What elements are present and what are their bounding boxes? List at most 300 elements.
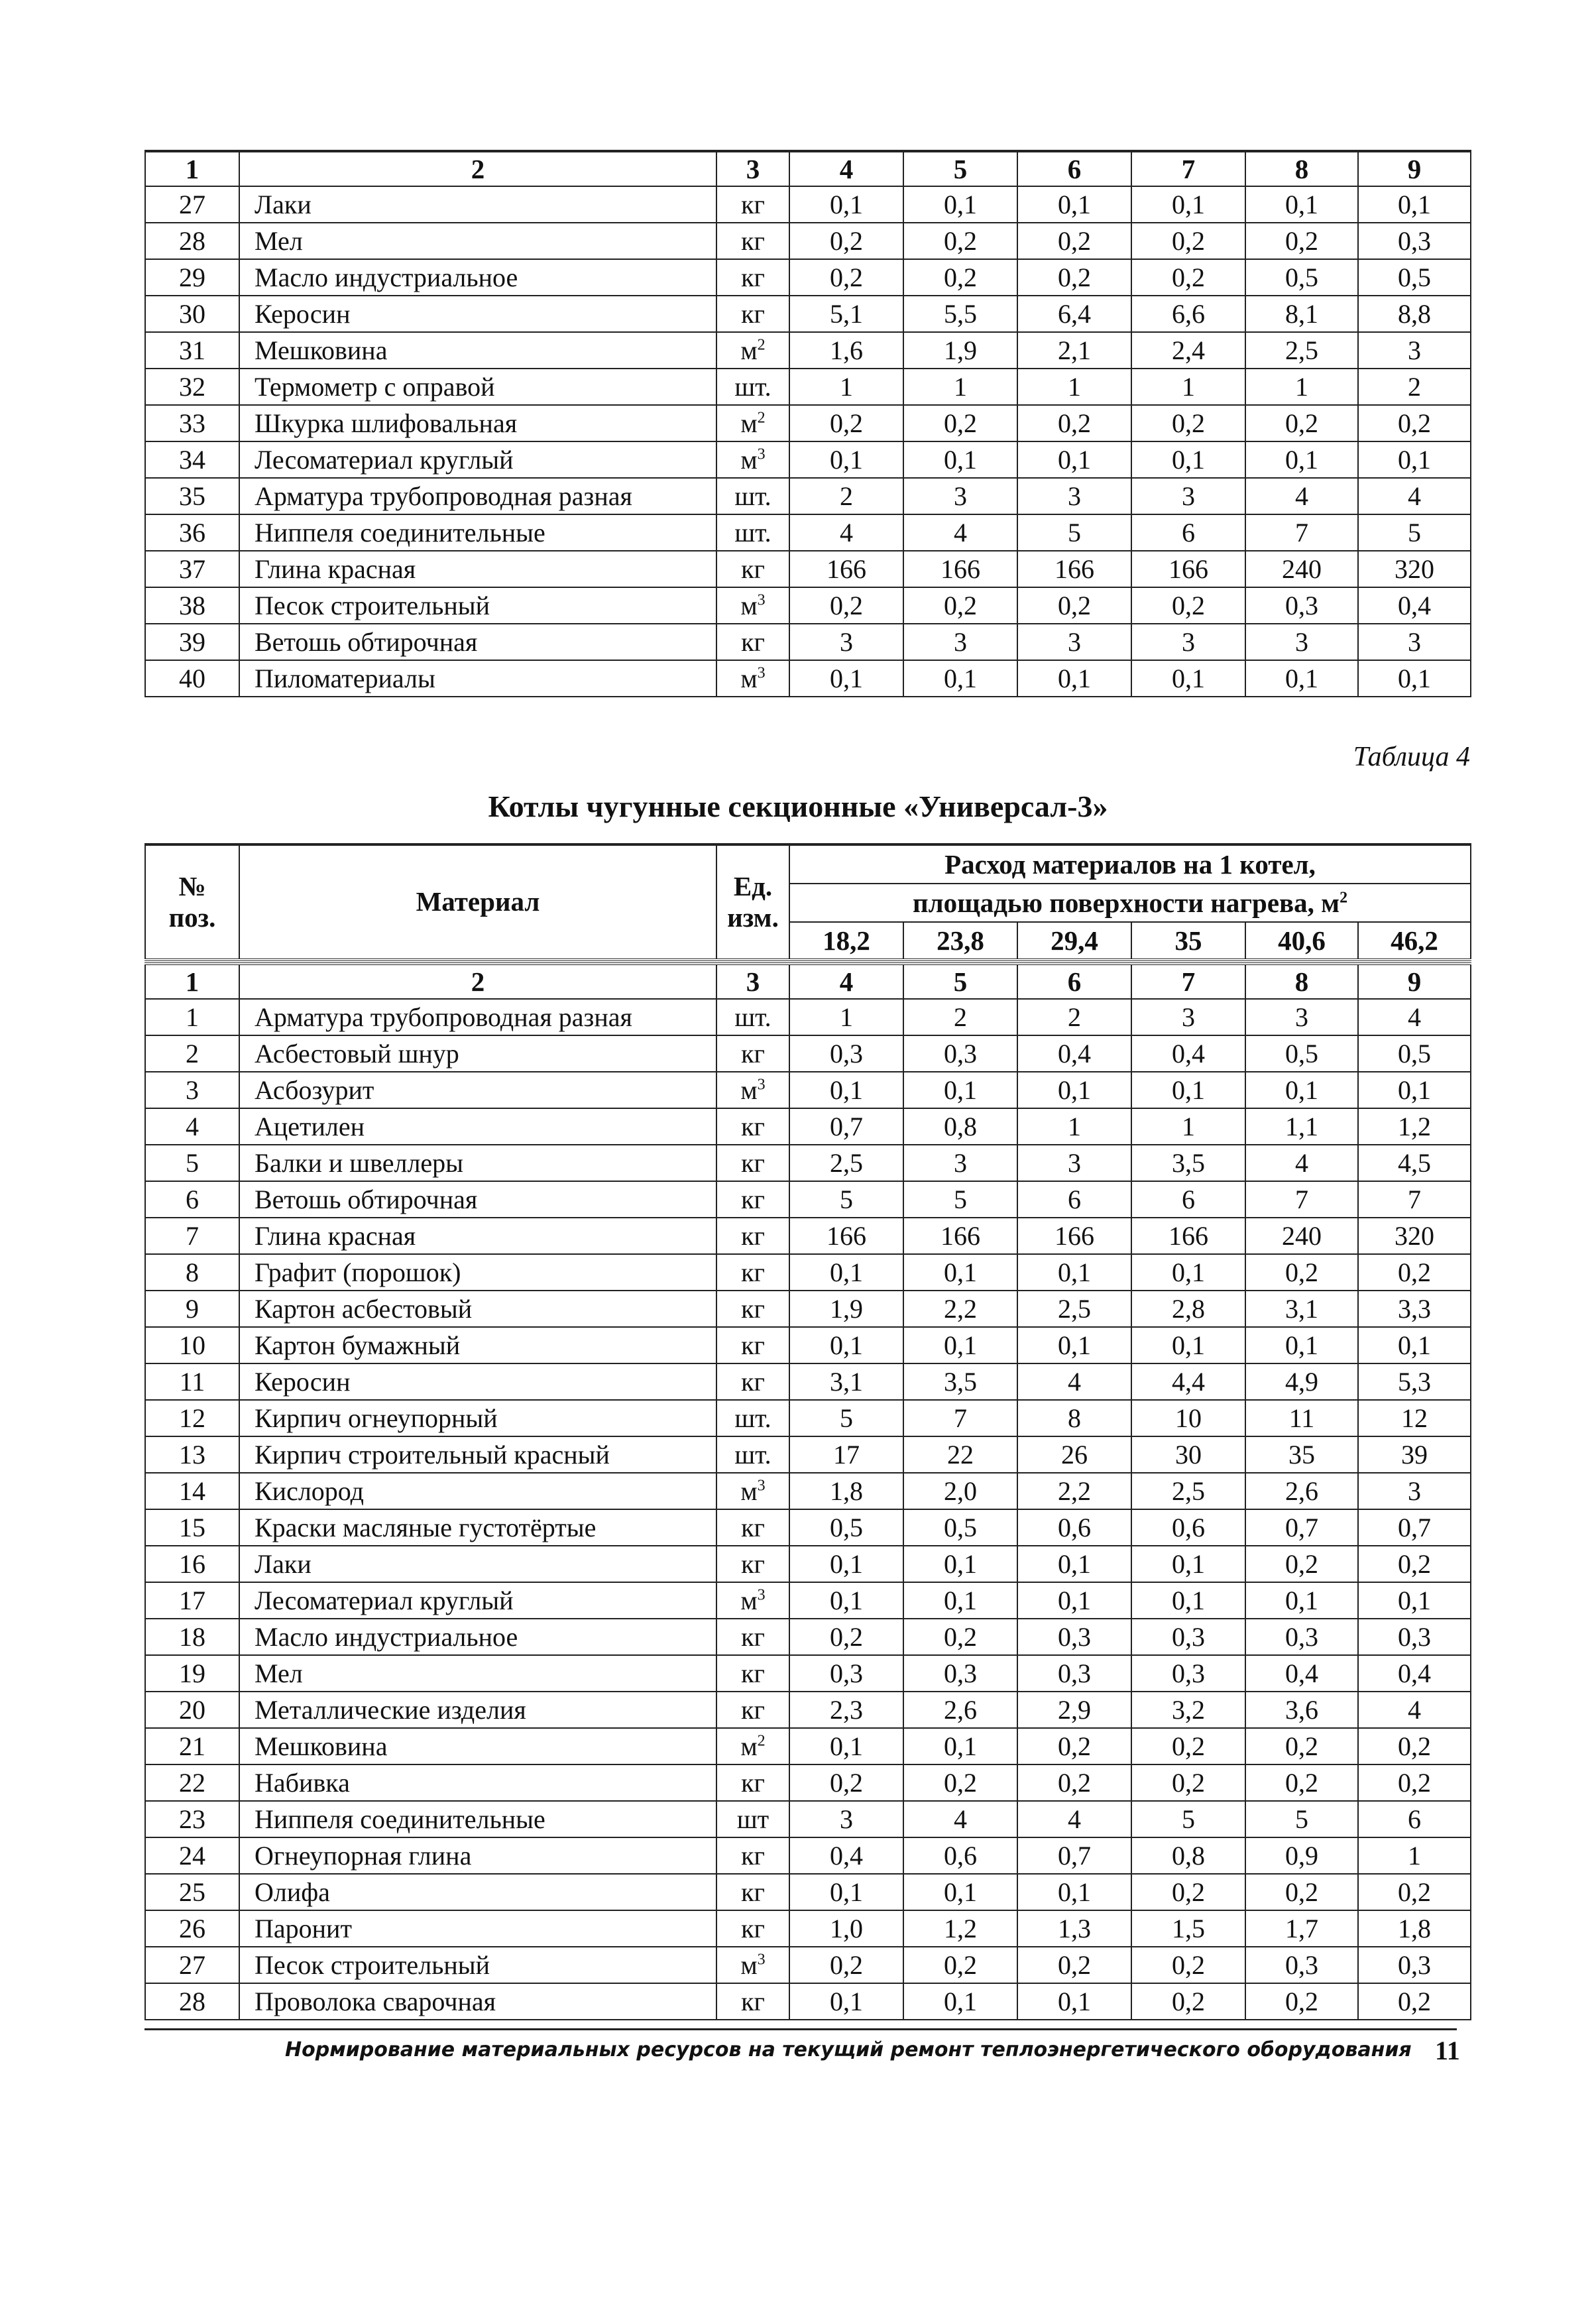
row-position: 38 xyxy=(145,587,239,624)
table-row xyxy=(145,259,1471,296)
consumption-value: 0,3 xyxy=(903,1655,1017,1692)
consumption-value: 0,1 xyxy=(1017,1582,1131,1619)
consumption-value: 0,1 xyxy=(903,1728,1017,1764)
material-name: Ниппеля соединительные xyxy=(239,1801,716,1837)
column-number: 2 xyxy=(239,964,716,999)
consumption-value: 0,4 xyxy=(1131,1035,1245,1072)
table2-body xyxy=(145,964,1471,2020)
consumption-value: 0,7 xyxy=(1245,1509,1358,1546)
material-name: Олифа xyxy=(239,1874,716,1910)
material-name: Металлические изделия xyxy=(239,1692,716,1728)
consumption-value: 0,1 xyxy=(1358,660,1471,697)
unit-exponent: 3 xyxy=(757,1477,766,1495)
consumption-value: 2,9 xyxy=(1017,1692,1131,1728)
consumption-value: 0,2 xyxy=(1017,223,1131,259)
consumption-value: 3 xyxy=(1131,999,1245,1035)
row-position: 19 xyxy=(145,1655,239,1692)
consumption-value: 320 xyxy=(1358,551,1471,587)
consumption-value: 0,1 xyxy=(789,1728,903,1764)
row-position: 40 xyxy=(145,660,239,697)
consumption-value: 0,1 xyxy=(1017,1327,1131,1363)
unit: кг xyxy=(716,1145,789,1181)
material-name: Ацетилен xyxy=(239,1108,716,1145)
row-position: 39 xyxy=(145,624,239,660)
consumption-value: 0,6 xyxy=(903,1837,1017,1874)
material-name: Пиломатериалы xyxy=(239,660,716,697)
column-number-row xyxy=(145,151,1471,186)
unit: кг xyxy=(716,186,789,223)
table-row xyxy=(145,1072,1471,1108)
consumption-value: 0,2 xyxy=(1131,1874,1245,1910)
consumption-value: 0,1 xyxy=(903,1254,1017,1291)
material-name: Картон бумажный xyxy=(239,1327,716,1363)
consumption-value: 0,5 xyxy=(1358,259,1471,296)
area-value: 35 xyxy=(1131,922,1245,960)
consumption-value: 3,1 xyxy=(789,1363,903,1400)
consumption-value: 5 xyxy=(1358,514,1471,551)
consumption-value: 4 xyxy=(1245,478,1358,514)
consumption-value: 166 xyxy=(789,1218,903,1254)
column-number: 4 xyxy=(789,964,903,999)
unit: $м^3$ xyxy=(716,1072,789,1108)
consumption-value: 5 xyxy=(1245,1801,1358,1837)
unit: $м^2$ xyxy=(716,405,789,441)
consumption-value: 5 xyxy=(903,1181,1017,1218)
table-row xyxy=(145,223,1471,259)
consumption-value: 7 xyxy=(1245,514,1358,551)
consumption-value: 26 xyxy=(1017,1436,1131,1473)
row-position: 17 xyxy=(145,1582,239,1619)
header-consumption-line1: Расход материалов на 1 котел, xyxy=(789,844,1471,884)
consumption-value: 0,2 xyxy=(903,1947,1017,1983)
unit: кг xyxy=(716,223,789,259)
unit: $м^2$ xyxy=(716,332,789,369)
unit: кг xyxy=(716,1218,789,1254)
consumption-value: 3 xyxy=(1017,1145,1131,1181)
unit-exponent: 3 xyxy=(757,591,766,609)
consumption-value: 0,1 xyxy=(1017,660,1131,697)
row-position: 22 xyxy=(145,1764,239,1801)
column-number: 8 xyxy=(1245,964,1358,999)
table-row xyxy=(145,1145,1471,1181)
consumption-value: 0,3 xyxy=(1017,1619,1131,1655)
unit: $м^2$ xyxy=(716,1728,789,1764)
consumption-value: 2,6 xyxy=(903,1692,1017,1728)
consumption-value: 8,1 xyxy=(1245,296,1358,332)
consumption-value: 3 xyxy=(1358,332,1471,369)
row-position: 20 xyxy=(145,1692,239,1728)
boiler-table-header xyxy=(144,843,1471,961)
consumption-value: 7 xyxy=(1245,1181,1358,1218)
consumption-value: 2,2 xyxy=(1017,1473,1131,1509)
consumption-value: 0,2 xyxy=(1017,1947,1131,1983)
unit: кг xyxy=(716,1509,789,1546)
consumption-value: 0,1 xyxy=(903,1582,1017,1619)
consumption-value: 0,2 xyxy=(1245,405,1358,441)
consumption-value: 6 xyxy=(1017,1181,1131,1218)
consumption-value: 1 xyxy=(789,999,903,1035)
table-row xyxy=(145,587,1471,624)
consumption-value: 5,5 xyxy=(903,296,1017,332)
consumption-value: 0,7 xyxy=(1017,1837,1131,1874)
consumption-value: 3,5 xyxy=(1131,1145,1245,1181)
consumption-value: 0,2 xyxy=(789,1947,903,1983)
consumption-value: 0,2 xyxy=(1017,1728,1131,1764)
unit: кг xyxy=(716,1619,789,1655)
consumption-value: 0,2 xyxy=(1245,1764,1358,1801)
consumption-value: 0,1 xyxy=(789,1254,903,1291)
column-number: 5 xyxy=(903,151,1017,186)
unit: кг xyxy=(716,1291,789,1327)
consumption-value: 3 xyxy=(1131,478,1245,514)
table-row xyxy=(145,1363,1471,1400)
consumption-value: 0,4 xyxy=(1358,1655,1471,1692)
consumption-value: 320 xyxy=(1358,1218,1471,1254)
column-number: 7 xyxy=(1131,151,1245,186)
row-position: 3 xyxy=(145,1072,239,1108)
consumption-value: 0,2 xyxy=(1131,587,1245,624)
consumption-value: 166 xyxy=(1017,1218,1131,1254)
consumption-value: 1,2 xyxy=(1358,1108,1471,1145)
consumption-value: 1 xyxy=(1245,369,1358,405)
consumption-value: 0,2 xyxy=(789,259,903,296)
consumption-value: 1 xyxy=(1131,1108,1245,1145)
column-number: 9 xyxy=(1358,964,1471,999)
table-row xyxy=(145,1509,1471,1546)
consumption-value: 0,3 xyxy=(1245,1947,1358,1983)
consumption-value: 0,1 xyxy=(1358,1582,1471,1619)
consumption-value: 0,2 xyxy=(1245,1728,1358,1764)
table-row xyxy=(145,332,1471,369)
unit: $м^3$ xyxy=(716,1473,789,1509)
consumption-value: 2,5 xyxy=(1245,332,1358,369)
consumption-value: 35 xyxy=(1245,1436,1358,1473)
material-name: Графит (порошок) xyxy=(239,1254,716,1291)
consumption-value: 0,2 xyxy=(789,1764,903,1801)
table-row xyxy=(145,1546,1471,1582)
consumption-value: 0,2 xyxy=(1358,1764,1471,1801)
consumption-value: 0,6 xyxy=(1017,1509,1131,1546)
consumption-value: 0,1 xyxy=(789,1546,903,1582)
unit: кг xyxy=(716,259,789,296)
table-row xyxy=(145,1254,1471,1291)
material-name: Термометр с оправой xyxy=(239,369,716,405)
consumption-value: 1,6 xyxy=(789,332,903,369)
unit: кг xyxy=(716,1655,789,1692)
column-number: 2 xyxy=(239,151,716,186)
unit-exponent: 3 xyxy=(757,664,766,682)
consumption-value: 1 xyxy=(789,369,903,405)
row-position: 27 xyxy=(145,1947,239,1983)
row-position: 7 xyxy=(145,1218,239,1254)
consumption-value: 0,1 xyxy=(1017,441,1131,478)
consumption-value: 8,8 xyxy=(1358,296,1471,332)
unit: $м^3$ xyxy=(716,660,789,697)
row-position: 14 xyxy=(145,1473,239,1509)
consumption-value: 4 xyxy=(789,514,903,551)
consumption-value: 17 xyxy=(789,1436,903,1473)
unit: шт. xyxy=(716,999,789,1035)
table-row xyxy=(145,1619,1471,1655)
unit: кг xyxy=(716,551,789,587)
consumption-value: 166 xyxy=(1131,1218,1245,1254)
consumption-value: 0,5 xyxy=(1245,259,1358,296)
row-position: 4 xyxy=(145,1108,239,1145)
consumption-value: 7 xyxy=(1358,1181,1471,1218)
consumption-value: 0,1 xyxy=(1131,441,1245,478)
consumption-value: 240 xyxy=(1245,551,1358,587)
consumption-value: 0,1 xyxy=(903,1327,1017,1363)
consumption-value: 0,1 xyxy=(1131,1327,1245,1363)
consumption-value: 0,1 xyxy=(1245,1582,1358,1619)
material-name: Паронит xyxy=(239,1910,716,1947)
column-number: 4 xyxy=(789,151,903,186)
consumption-value: 1,3 xyxy=(1017,1910,1131,1947)
consumption-value: 0,2 xyxy=(1131,1947,1245,1983)
consumption-value: 0,1 xyxy=(903,1072,1017,1108)
consumption-value: 0,1 xyxy=(1017,1983,1131,2020)
unit: $м^3$ xyxy=(716,1582,789,1619)
consumption-value: 0,1 xyxy=(789,186,903,223)
consumption-value: 0,2 xyxy=(1358,1546,1471,1582)
row-position: 6 xyxy=(145,1181,239,1218)
consumption-value: 0,3 xyxy=(903,1035,1017,1072)
consumption-value: 4 xyxy=(1017,1801,1131,1837)
consumption-value: 0,1 xyxy=(903,660,1017,697)
consumption-value: 0,2 xyxy=(1245,1254,1358,1291)
row-position: 18 xyxy=(145,1619,239,1655)
consumption-value: 0,1 xyxy=(1131,1546,1245,1582)
table-caption: Таблица 4 xyxy=(1353,742,1470,772)
consumption-value: 0,1 xyxy=(789,660,903,697)
consumption-value: 3 xyxy=(903,624,1017,660)
consumption-value: 0,5 xyxy=(903,1509,1017,1546)
material-name: Масло индустриальное xyxy=(239,259,716,296)
row-position: 29 xyxy=(145,259,239,296)
row-position: 35 xyxy=(145,478,239,514)
area-value: 40,6 xyxy=(1245,922,1358,960)
material-name: Мел xyxy=(239,1655,716,1692)
consumption-value: 0,4 xyxy=(789,1837,903,1874)
unit: кг xyxy=(716,624,789,660)
consumption-value: 11 xyxy=(1245,1400,1358,1436)
material-name: Мел xyxy=(239,223,716,259)
consumption-value: 3,1 xyxy=(1245,1291,1358,1327)
consumption-value: 0,4 xyxy=(1245,1655,1358,1692)
consumption-value: 3 xyxy=(1017,624,1131,660)
unit: кг xyxy=(716,1983,789,2020)
table-row xyxy=(145,1910,1471,1947)
consumption-value: 0,2 xyxy=(1017,259,1131,296)
material-name: Кирпич огнеупорный xyxy=(239,1400,716,1436)
consumption-value: 0,1 xyxy=(1017,1254,1131,1291)
consumption-value: 0,1 xyxy=(903,1874,1017,1910)
consumption-value: 0,1 xyxy=(1245,441,1358,478)
consumption-value: 10 xyxy=(1131,1400,1245,1436)
consumption-value: 1,9 xyxy=(903,332,1017,369)
unit: шт. xyxy=(716,369,789,405)
material-name: Проволока сварочная xyxy=(239,1983,716,2020)
table-row xyxy=(145,1837,1471,1874)
consumption-value: 0,3 xyxy=(1131,1619,1245,1655)
consumption-value: 0,2 xyxy=(903,259,1017,296)
consumption-value: 0,2 xyxy=(1017,1764,1131,1801)
table-row xyxy=(145,1327,1471,1363)
consumption-value: 0,1 xyxy=(903,1983,1017,2020)
material-name: Масло индустриальное xyxy=(239,1619,716,1655)
consumption-value: 0,5 xyxy=(1245,1035,1358,1072)
table-row xyxy=(145,999,1471,1035)
row-position: 36 xyxy=(145,514,239,551)
column-number: 6 xyxy=(1017,964,1131,999)
consumption-value: 0,7 xyxy=(1358,1509,1471,1546)
consumption-value: 4,4 xyxy=(1131,1363,1245,1400)
material-name: Лаки xyxy=(239,186,716,223)
table-row xyxy=(145,441,1471,478)
consumption-value: 0,1 xyxy=(1245,1072,1358,1108)
material-name: Мешковина xyxy=(239,1728,716,1764)
consumption-value: 3 xyxy=(789,1801,903,1837)
unit: кг xyxy=(716,1764,789,1801)
footer-divider xyxy=(144,2028,1457,2030)
row-position: 9 xyxy=(145,1291,239,1327)
row-position: 28 xyxy=(145,1983,239,2020)
unit: кг xyxy=(716,1327,789,1363)
consumption-value: 2,8 xyxy=(1131,1291,1245,1327)
consumption-value: 1 xyxy=(1131,369,1245,405)
consumption-value: 0,1 xyxy=(1358,186,1471,223)
consumption-value: 3 xyxy=(1358,1473,1471,1509)
consumption-value: 0,2 xyxy=(1131,1983,1245,2020)
material-name: Ниппеля соединительные xyxy=(239,514,716,551)
unit: кг xyxy=(716,1837,789,1874)
consumption-value: 0,2 xyxy=(789,1619,903,1655)
consumption-value: 2,3 xyxy=(789,1692,903,1728)
unit: кг xyxy=(716,1254,789,1291)
column-number: 3 xyxy=(716,151,789,186)
consumption-value: 0,1 xyxy=(789,1327,903,1363)
materials-table-continued xyxy=(144,150,1471,697)
consumption-value: 1 xyxy=(1017,1108,1131,1145)
table-row xyxy=(145,1655,1471,1692)
material-name: Асбозурит xyxy=(239,1072,716,1108)
unit-exponent: 2 xyxy=(757,1732,766,1750)
row-position: 1 xyxy=(145,999,239,1035)
consumption-value: 0,1 xyxy=(1358,1072,1471,1108)
row-position: 28 xyxy=(145,223,239,259)
consumption-value: 0,2 xyxy=(903,405,1017,441)
consumption-value: 0,7 xyxy=(789,1108,903,1145)
page-number: 11 xyxy=(1435,2036,1460,2065)
unit-exponent: 2 xyxy=(757,336,766,354)
area-value: 29,4 xyxy=(1017,922,1131,960)
row-position: 13 xyxy=(145,1436,239,1473)
material-name: Краски масляные густотёртые xyxy=(239,1509,716,1546)
consumption-value: 4 xyxy=(1245,1145,1358,1181)
consumption-value: 1,9 xyxy=(789,1291,903,1327)
consumption-value: 0,2 xyxy=(1131,223,1245,259)
consumption-value: 0,1 xyxy=(1245,186,1358,223)
material-name: Лесоматериал круглый xyxy=(239,441,716,478)
unit: $м^3$ xyxy=(716,587,789,624)
row-position: 37 xyxy=(145,551,239,587)
row-position: 34 xyxy=(145,441,239,478)
consumption-value: 3,2 xyxy=(1131,1692,1245,1728)
row-position: 8 xyxy=(145,1254,239,1291)
consumption-value: 4,9 xyxy=(1245,1363,1358,1400)
table-row xyxy=(145,1181,1471,1218)
material-name: Керосин xyxy=(239,1363,716,1400)
unit: кг xyxy=(716,1910,789,1947)
consumption-value: 0,2 xyxy=(1017,405,1131,441)
table-row xyxy=(145,1947,1471,1983)
consumption-value: 240 xyxy=(1245,1218,1358,1254)
consumption-value: 4 xyxy=(903,1801,1017,1837)
consumption-value: 4 xyxy=(1358,478,1471,514)
unit: кг xyxy=(716,1035,789,1072)
consumption-value: 0,1 xyxy=(1131,186,1245,223)
material-name: Картон асбестовый xyxy=(239,1291,716,1327)
table-row xyxy=(145,1400,1471,1436)
consumption-value: 0,2 xyxy=(1358,1874,1471,1910)
table1-body xyxy=(145,151,1471,697)
consumption-value: 0,1 xyxy=(1017,1874,1131,1910)
consumption-value: 0,1 xyxy=(1131,1254,1245,1291)
consumption-value: 2 xyxy=(789,478,903,514)
table-row xyxy=(145,1473,1471,1509)
consumption-value: 0,3 xyxy=(1245,587,1358,624)
consumption-value: 166 xyxy=(903,551,1017,587)
table-row xyxy=(145,1728,1471,1764)
consumption-value: 5 xyxy=(1017,514,1131,551)
consumption-value: 0,3 xyxy=(1358,1619,1471,1655)
consumption-value: 0,2 xyxy=(1017,587,1131,624)
consumption-value: 3 xyxy=(789,624,903,660)
unit: кг xyxy=(716,1363,789,1400)
consumption-value: 5 xyxy=(789,1400,903,1436)
table-row xyxy=(145,478,1471,514)
row-position: 21 xyxy=(145,1728,239,1764)
consumption-value: 3 xyxy=(1017,478,1131,514)
unit: кг xyxy=(716,1874,789,1910)
unit: кг xyxy=(716,1181,789,1218)
row-position: 2 xyxy=(145,1035,239,1072)
consumption-value: 3 xyxy=(1358,624,1471,660)
material-name: Арматура трубопроводная разная xyxy=(239,478,716,514)
consumption-value: 0,1 xyxy=(903,441,1017,478)
consumption-value: 0,8 xyxy=(903,1108,1017,1145)
consumption-value: 0,2 xyxy=(903,1764,1017,1801)
consumption-value: 4 xyxy=(1358,999,1471,1035)
column-number: 1 xyxy=(145,151,239,186)
consumption-value: 6 xyxy=(1131,514,1245,551)
consumption-value: 5,1 xyxy=(789,296,903,332)
table-row xyxy=(145,1108,1471,1145)
table-row xyxy=(145,1291,1471,1327)
material-name: Лаки xyxy=(239,1546,716,1582)
consumption-value: 0,1 xyxy=(789,1582,903,1619)
table-row xyxy=(145,551,1471,587)
consumption-value: 3,5 xyxy=(903,1363,1017,1400)
table-row xyxy=(145,405,1471,441)
consumption-value: 0,3 xyxy=(1017,1655,1131,1692)
consumption-value: 30 xyxy=(1131,1436,1245,1473)
consumption-value: 1,1 xyxy=(1245,1108,1358,1145)
material-name: Кислород xyxy=(239,1473,716,1509)
consumption-value: 1 xyxy=(903,369,1017,405)
consumption-value: 6,6 xyxy=(1131,296,1245,332)
consumption-value: 2,4 xyxy=(1131,332,1245,369)
